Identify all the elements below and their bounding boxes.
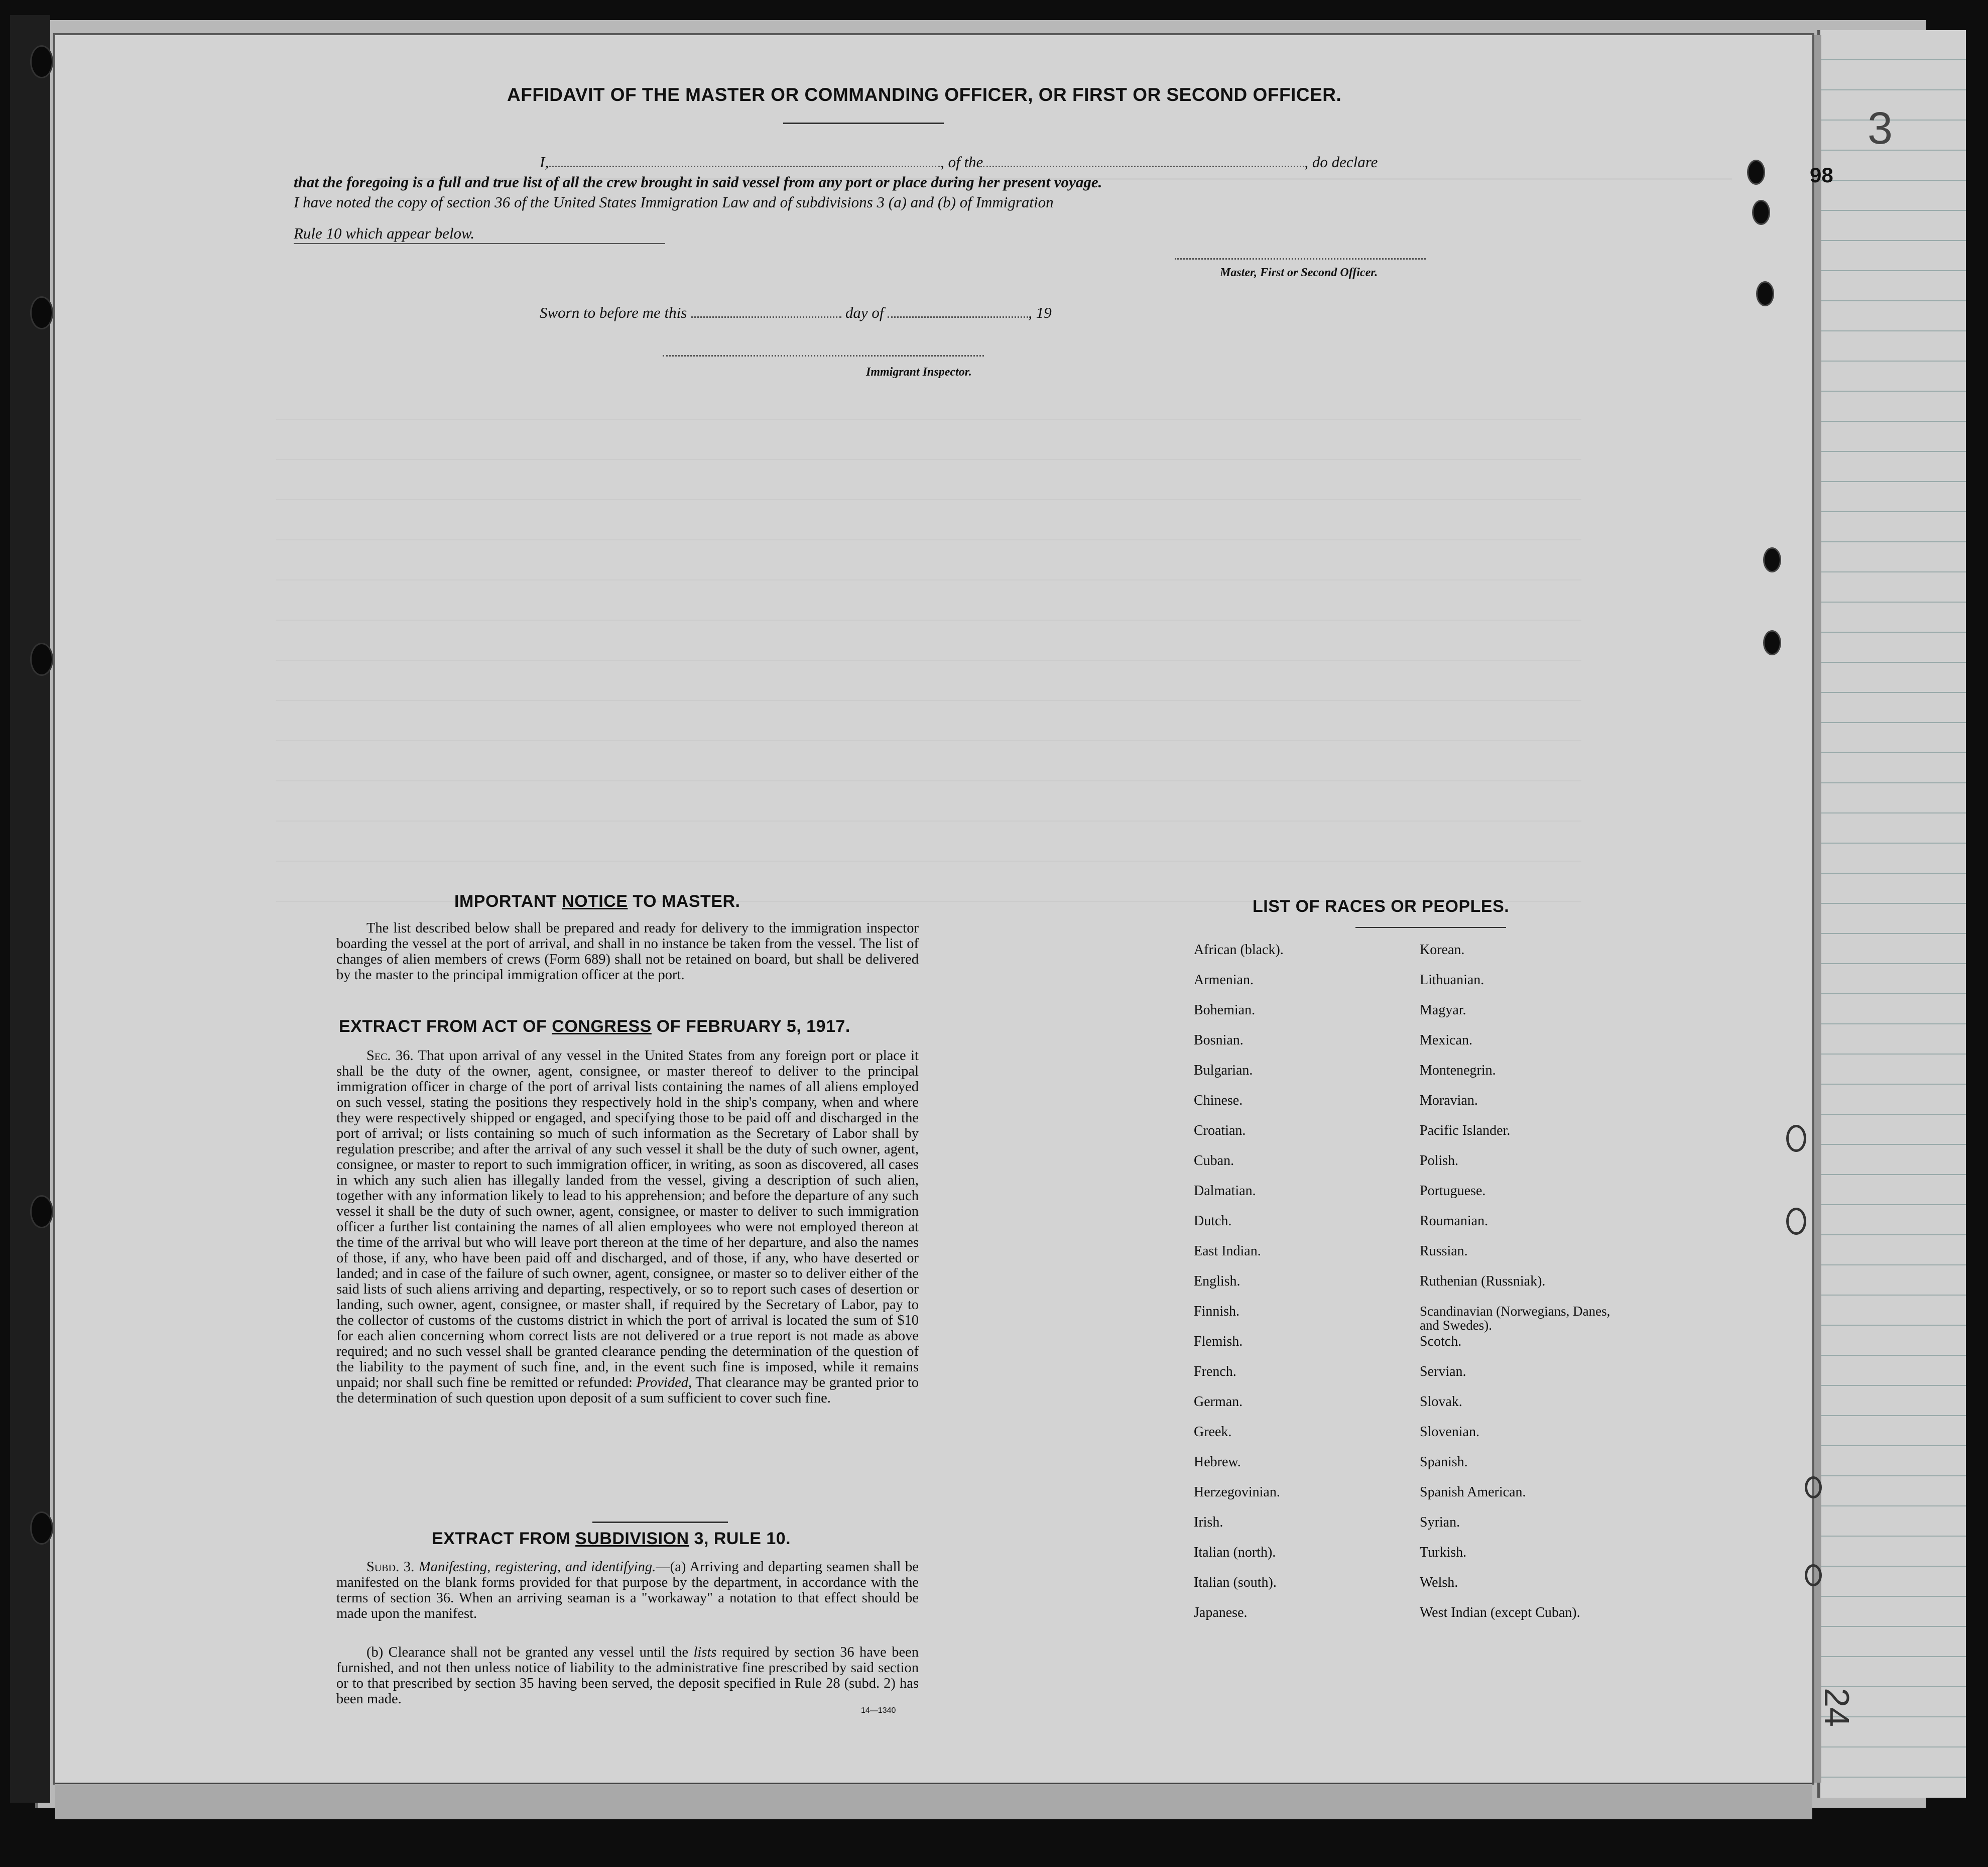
punch-hole-icon [1763, 630, 1781, 655]
section-36-text [336, 1048, 919, 1406]
section-body: That upon arrival of any vessel in the United States from any foreign port or place it shall be the duty of the owner, agent, consignee, or master thereof to deliver to the principal immigration officer in charge of the port of arrival lists containing the names of all aliens employed on such vessel, stating the positions they respectively hold in the ship's company, when and where they were respectively shipped or engaged, and specifying those to be paid off and discharged in the port of arrival; or lists containing so much of such information as the Secretary of Labor shall by regulation prescribe; and after the arrival of any such vessel it shall be the duty of such owner, agent, consignee, or master to report to such immigration officer, in writing, as soon as discovered, all cases in which any such alien has illegally landed from the vessel, giving a description of such alien, together with any information likely to lead to his apprehension; and before the departure of any such vessel it shall be the duty of such owner, agent, consignee, or master to deliver to such immigration officer a further list containing the names of all alien employees who were not employed thereon at the time of the arrival but who will leave port thereon at the time of her departure, and also the names of those, if any, who have been paid off and discharged, and of those, if any, who have deserted or landed; and in case of the failure of such owner, agent, consignee, or master so to deliver either of the said lists of such aliens arriving and departing, respectively, or so to report such cases of desertion or landing, such owner, agent, consignee, or master shall, if required by the Secretary of Labor, pay to the collector of customs of the customs district in which the port of arrival is located the sum of $10 for each alien concerning whom correct lists are not delivered or a true report is not made as above required; and no such vessel shall be granted clearance pending the determination of the question of the liability to the payment of such fine, and, in the event such fine is imposed, while it remains unpaid; nor shall such fine be remitted or refunded: [336, 1048, 919, 1390]
subdivision-heading [432, 1529, 791, 1549]
day-of-label: day of [845, 304, 884, 321]
race-item: Chinese. [1194, 1093, 1243, 1108]
race-item: German. [1194, 1394, 1243, 1410]
sworn-label: Sworn to before me this [540, 304, 687, 321]
year-label: , 19 [1028, 304, 1052, 321]
affidavit-line-1 [540, 153, 1378, 171]
name-blank [549, 162, 940, 167]
race-item: Servian. [1420, 1364, 1466, 1379]
affidavit-line-2: that the foregoing is a full and true list of all the crew brought in said vessel from any port or place during her present voyage. [294, 173, 1102, 191]
race-item: French. [1194, 1364, 1236, 1379]
heading-part: EXTRACT FROM ACT OF [339, 1017, 552, 1036]
race-item: Bosnian. [1194, 1032, 1244, 1048]
subd-a-text: —(a) Arriving and departing seamen shall be manifested on the blank forms provided for that purpose by the department, in accordance with the terms of section 36. When an arriving seaman is a "workaway" a notation to that effect should be made upon the manifest. [336, 1559, 919, 1621]
race-item: African (black). [1194, 942, 1284, 958]
affidavit-title: AFFIDAVIT OF THE MASTER OR COMMANDING OFFICER, OR FIRST OR SECOND OFFICER. [507, 84, 1342, 105]
section-label: Sec. 36. [366, 1048, 414, 1064]
punch-hole-icon [1747, 160, 1765, 185]
margin-note: 24 [1817, 1688, 1856, 1727]
race-item: Korean. [1420, 942, 1465, 958]
races-left-column [1194, 943, 1284, 1636]
underline [294, 243, 665, 244]
subd-title: Manifesting, registering, and identifying. [418, 1559, 656, 1575]
signature-line [1175, 257, 1426, 260]
page-bottom-edge [55, 1783, 1812, 1819]
heading-part: SUBDIVISION [575, 1529, 689, 1548]
inspector-caption: Immigrant Inspector. [866, 366, 972, 379]
race-item: Magyar. [1420, 1002, 1466, 1018]
page-number: 98 [1810, 163, 1833, 187]
title-underline [783, 123, 944, 124]
race-item: Dutch. [1194, 1213, 1232, 1229]
binder-strip [10, 15, 50, 1803]
race-item: Armenian. [1194, 972, 1254, 988]
section-body-end: That clearance may be granted prior to the determination of such question upon deposit of a sum sufficient to cover such fine. [336, 1375, 919, 1406]
race-item: Scotch. [1420, 1334, 1462, 1349]
affidavit-i: I, [540, 153, 549, 171]
act-extract-heading [339, 1017, 850, 1036]
binder-hole [30, 45, 53, 78]
races-right-column [1420, 943, 1610, 1636]
affidavit-line-4: Rule 10 which appear below. [294, 224, 475, 242]
race-item: Italian (south). [1194, 1575, 1277, 1590]
race-item: Slovenian. [1420, 1424, 1479, 1440]
race-item: Irish. [1194, 1514, 1223, 1530]
heading-part: IMPORTANT [454, 892, 562, 911]
subd-para-a [336, 1559, 919, 1621]
section-divider [592, 1522, 728, 1523]
inspector-signature-line [663, 354, 984, 357]
race-item: Spanish American. [1420, 1484, 1526, 1500]
race-item: Cuban. [1194, 1153, 1234, 1169]
notice-text: The list described below shall be prepared and ready for delivery to the immigration inspector boarding the vessel at the port of arrival, and shall in no instance be taken from the vessel. The list of changes of alien members of crews (Form 689) shall not be retained on board, but shall be delivered by the master to the principal immigration officer at the port. [336, 920, 919, 983]
race-item: Finnish. [1194, 1304, 1240, 1319]
punch-ring-icon [1786, 1208, 1806, 1235]
punch-ring-icon [1805, 1476, 1822, 1498]
race-item: Hebrew. [1194, 1454, 1241, 1470]
binder-hole [30, 296, 53, 329]
punch-ring-icon [1786, 1125, 1806, 1152]
race-item: Syrian. [1420, 1514, 1460, 1530]
sworn-line [540, 304, 1052, 322]
races-title: LIST OF RACES OR PEOPLES. [1253, 897, 1510, 916]
race-item: Russian. [1420, 1243, 1468, 1259]
heading-part: NOTICE [562, 892, 628, 911]
vessel-blank [983, 162, 1304, 167]
race-item: Portuguese. [1420, 1183, 1486, 1199]
heading-part: TO MASTER. [628, 892, 740, 911]
corner-mark: 3 [1868, 103, 1893, 154]
binder-hole [30, 643, 53, 676]
race-item: Bohemian. [1194, 1002, 1256, 1018]
subd-b-end: required by section 36 have been furnished, and not then unless notice of liability to the administrative fine prescribed by said section or to that prescribed by section 35 having been served, the deposit specified in Rule 28 (subd. 2) has been made. [336, 1645, 919, 1707]
heading-part: OF FEBRUARY 5, 1917. [651, 1017, 850, 1036]
race-item: Turkish. [1420, 1545, 1467, 1560]
race-item: Japanese. [1194, 1605, 1248, 1620]
heading-part: 3, RULE 10. [689, 1529, 791, 1548]
race-item: Croatian. [1194, 1123, 1246, 1138]
subd-b-start: (b) Clearance shall not be granted any vessel until the [366, 1645, 689, 1660]
binder-hole [30, 1195, 53, 1228]
punch-hole-icon [1752, 200, 1770, 225]
month-blank [888, 312, 1028, 318]
race-item: Slovak. [1420, 1394, 1462, 1410]
signature-caption: Master, First or Second Officer. [1220, 266, 1378, 279]
race-item: Greek. [1194, 1424, 1232, 1440]
race-item: Polish. [1420, 1153, 1459, 1169]
races-title-rule [1355, 927, 1506, 928]
race-item: East Indian. [1194, 1243, 1261, 1259]
punch-ring-icon [1805, 1564, 1822, 1586]
race-item: Lithuanian. [1420, 972, 1484, 988]
race-item: Moravian. [1420, 1093, 1478, 1108]
race-item: Welsh. [1420, 1575, 1458, 1590]
proviso-word: Provided, [636, 1375, 692, 1390]
punch-hole-icon [1763, 547, 1781, 572]
subd-b-lists: lists [693, 1645, 717, 1660]
next-page-edge [1817, 30, 1966, 1798]
day-blank [691, 312, 841, 318]
affidavit-line-3: I have noted the copy of section 36 of the United States Immigration Law and of subdivisions 3 (a) and (b) of Immigration [294, 193, 1054, 211]
race-item: Italian (north). [1194, 1545, 1276, 1560]
heading-part: EXTRACT FROM [432, 1529, 576, 1548]
race-item: Montenegrin. [1420, 1063, 1496, 1078]
race-item: Herzegovinian. [1194, 1484, 1280, 1500]
affidavit-declare: , do declare [1304, 153, 1378, 171]
race-item: West Indian (except Cuban). [1420, 1605, 1580, 1620]
notice-heading [454, 892, 740, 911]
race-item: Dalmatian. [1194, 1183, 1256, 1199]
form-number: 14—1340 [861, 1706, 896, 1715]
race-item: Scandinavian (Norwegians, Danes, and Swedes). [1420, 1304, 1610, 1333]
punch-hole-icon [1756, 281, 1774, 306]
race-item: Pacific Islander. [1420, 1123, 1511, 1138]
heading-part: CONGRESS [552, 1017, 652, 1036]
subd-label: Subd. 3. [366, 1559, 415, 1575]
race-item: Bulgarian. [1194, 1063, 1253, 1078]
binder-hole [30, 1511, 53, 1545]
race-item: Flemish. [1194, 1334, 1243, 1349]
race-item: Spanish. [1420, 1454, 1468, 1470]
race-item: Roumanian. [1420, 1213, 1488, 1229]
subd-para-b [336, 1645, 919, 1707]
race-item: Mexican. [1420, 1032, 1472, 1048]
race-item: English. [1194, 1273, 1240, 1289]
affidavit-of-the: , of the [940, 153, 983, 171]
race-item: Ruthenian (Russniak). [1420, 1273, 1546, 1289]
